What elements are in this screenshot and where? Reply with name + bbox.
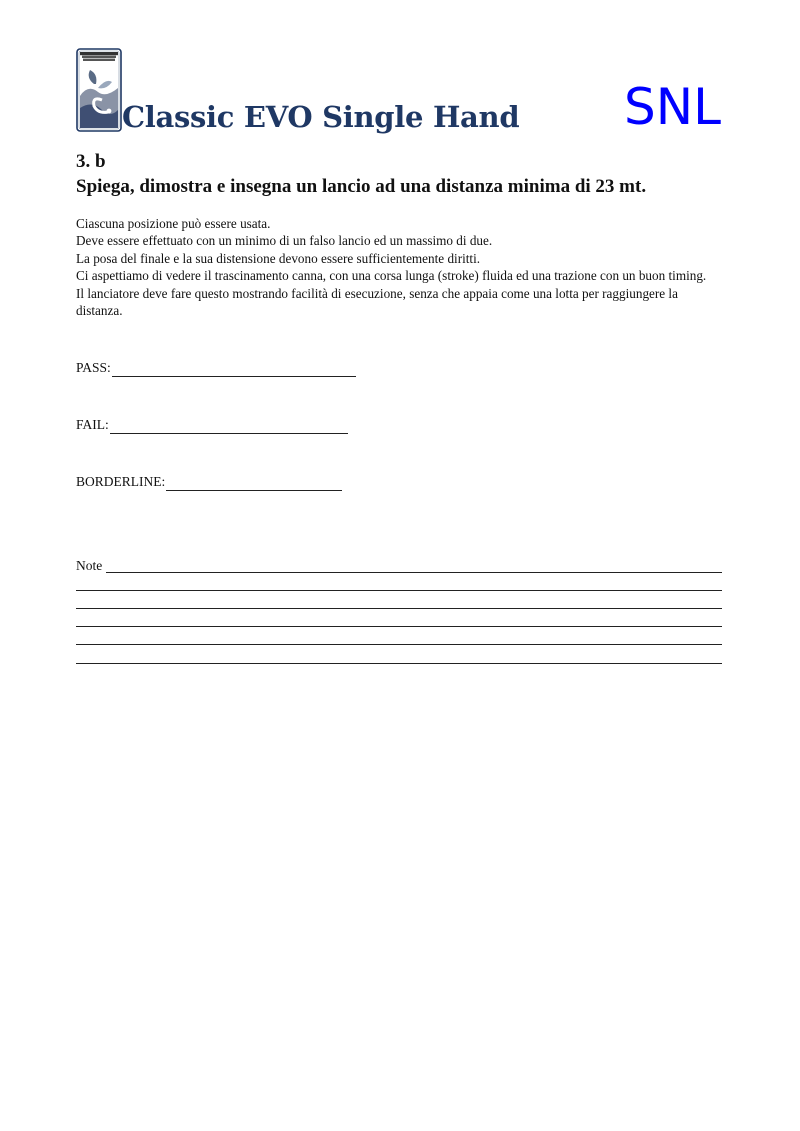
section-number: 3. b [76,151,106,172]
borderline-field[interactable] [166,476,342,491]
notes-line[interactable] [76,608,722,609]
pass-label: PASS: [76,360,111,375]
notes-line[interactable] [106,572,722,573]
unpm-logo [76,48,122,132]
instruction-line: Il lanciatore deve fare questo mostrando facilità di esecuzione, senza che appaia come una lotta per raggiungere la distanza. [76,285,678,319]
fail-field[interactable] [110,419,348,434]
notes-line[interactable] [76,590,722,591]
notes-line[interactable] [76,663,722,664]
pass-row [76,359,356,377]
fail-row [76,416,348,434]
instructions-block [76,215,726,319]
notes-line[interactable] [76,626,722,627]
borderline-label: BORDERLINE: [76,474,166,489]
instruction-line: Deve essere effettuato con un minimo di un falso lancio ed un massimo di due. [76,233,493,249]
notes-line[interactable] [76,644,722,645]
instruction-line: Ciascuna posizione può essere usata. [76,216,271,231]
fail-label: FAIL: [76,417,109,432]
document-title: Classic EVO Single Hand [122,100,520,134]
section-title: Spiega, dimostra e insegna un lancio ad una distanza minima di 23 mt. [76,176,647,197]
borderline-row [76,473,342,491]
exam-code: SNL [624,78,721,136]
instruction-line: Ci aspettiamo di vedere il trascinamento canna, con una corsa lunga (stroke) fluida ed una trazione con un buon timing. [76,268,707,284]
notes-label: Note [76,558,103,573]
instruction-line: La posa del finale e la sua distensione devono essere sufficientemente diritti. [76,250,481,266]
pass-field[interactable] [112,362,356,377]
